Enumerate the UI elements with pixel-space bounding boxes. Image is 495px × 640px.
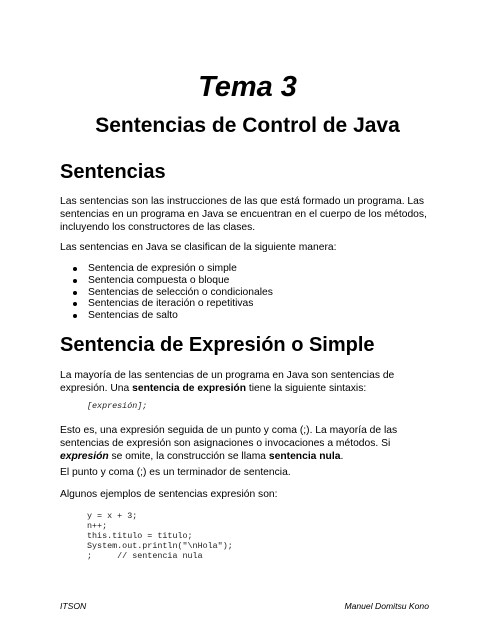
- paragraph: Algunos ejemplos de sentencias expresión son:: [60, 489, 278, 500]
- bullet-icon: [73, 279, 77, 283]
- paragraph: Esto es, una expresión seguida de un punto y coma (;). La mayoría de las sentencias de expresión son asignaciones o invocaciones a métodos. Si expresión se omite, la construcción se llama sentencia nula.: [60, 425, 398, 462]
- bullet-icon: [73, 314, 77, 318]
- bold-term: sentencia nula: [268, 451, 341, 462]
- section-heading-sentencias: Sentencias: [60, 161, 166, 183]
- bullet-icon: [73, 291, 77, 295]
- syntax-block: [expresión];: [87, 401, 148, 411]
- paragraph: El punto y coma (;) es un terminador de sentencia.: [60, 467, 291, 478]
- code-line: System.out.println("\nHola");: [87, 541, 233, 551]
- list-item: Sentencias de salto: [60, 310, 273, 322]
- paragraph: Las sentencias son las instrucciones de las que está formado un programa. Las sentencias en un programa en Java se encuentran en el cuerpo de los métodos, incluyendo los constructores de las clases.: [60, 196, 427, 233]
- bold-term: sentencia de expresión: [132, 383, 247, 394]
- code-line: n++;: [87, 521, 108, 531]
- bullet-icon: [73, 267, 77, 271]
- footer-left: ITSON: [60, 601, 87, 611]
- footer-right: Manuel Domitsu Kono: [344, 601, 429, 611]
- document-title: Sentencias de Control de Java: [95, 114, 400, 137]
- bullet-list: [60, 263, 273, 322]
- chapter-title: Tema 3: [198, 71, 297, 103]
- list-item: Sentencias de iteración o repetitivas: [60, 298, 273, 310]
- list-item: Sentencia de expresión o simple: [60, 263, 273, 275]
- bold-term: expresión: [60, 451, 109, 462]
- section-heading-expresion: Sentencia de Expresión o Simple: [60, 334, 375, 356]
- list-item: Sentencia compuesta o bloque: [60, 275, 273, 287]
- code-line: this.titulo = titulo;: [87, 531, 193, 541]
- code-line: y = x + 3;: [87, 511, 138, 521]
- paragraph: Las sentencias en Java se clasifican de la siguiente manera:: [60, 242, 337, 253]
- code-example-block: [87, 511, 233, 561]
- paragraph: La mayoría de las sentencias de un programa en Java son sentencias de expresión. Una sentencia de expresión tiene la siguiente sintaxis:: [60, 370, 395, 394]
- list-item: Sentencias de selección o condicionales: [60, 287, 273, 299]
- bullet-icon: [73, 302, 77, 306]
- code-line: ; // sentencia nula: [87, 551, 203, 561]
